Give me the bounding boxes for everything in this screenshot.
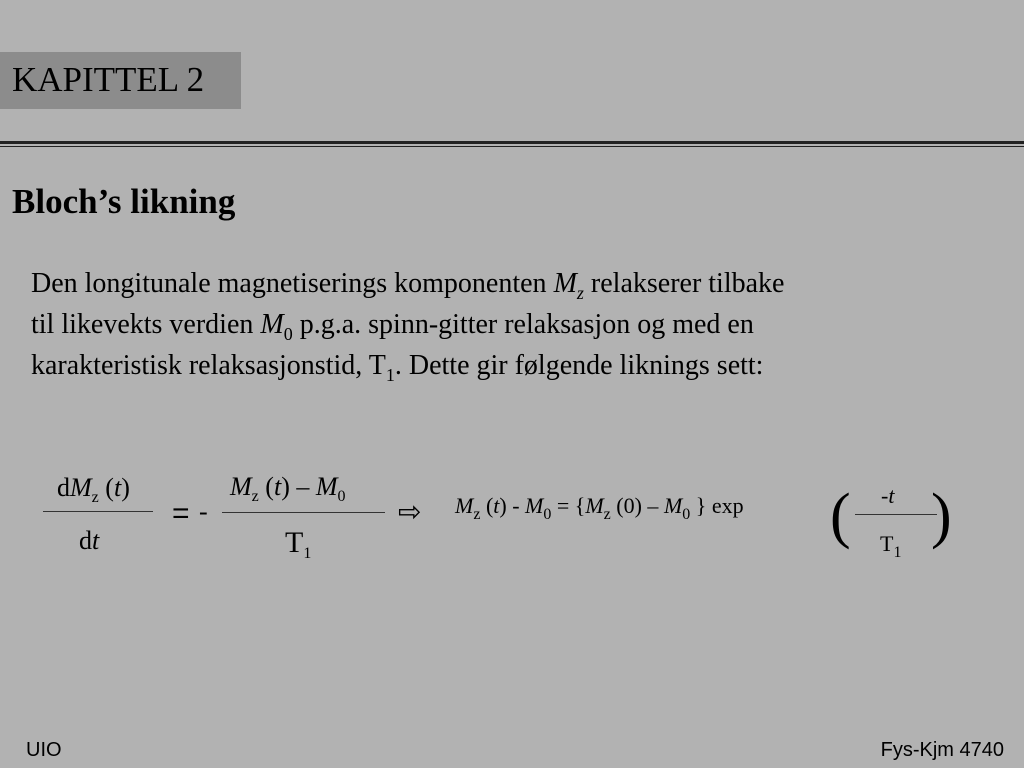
paragraph-text: karakteristisk relaksasjonstid, T (31, 350, 386, 381)
eq-text: ( (480, 493, 494, 518)
paragraph-line-1 (31, 268, 784, 302)
eq1-lhs-denominator (79, 526, 99, 556)
subscript-0: 0 (283, 324, 293, 344)
eq2-exp-fraction-bar (855, 514, 937, 515)
footer-right-label: Fys-Kjm 4740 (880, 739, 1004, 761)
eq1-lhs-fraction-bar (43, 511, 153, 512)
paragraph-text: Den longitunale magnetiserings komponenten (31, 268, 554, 299)
eq-text: d (79, 526, 92, 555)
eq-sub: z (91, 489, 99, 506)
var-M: M (553, 268, 577, 299)
paragraph-line-2 (31, 309, 754, 343)
eq-text: ) – (281, 472, 316, 501)
eq-text: } (690, 493, 707, 518)
chapter-label: KAPITTEL 2 (12, 60, 205, 99)
eq-var: M (315, 472, 338, 501)
eq2-main (455, 493, 744, 522)
eq-text: - (881, 483, 889, 508)
eq-text: = { (551, 493, 586, 518)
eq-sub: 1 (893, 544, 902, 561)
eq-var: t (273, 472, 282, 501)
eq-sub: 0 (337, 488, 346, 505)
eq-var: M (70, 473, 92, 502)
eq-text: d (57, 473, 70, 502)
eq-text: ) (121, 473, 130, 502)
eq1-rhs-numerator (230, 472, 346, 506)
implies-arrow-icon: ⇨ (398, 495, 422, 528)
eq-sub: z (603, 506, 611, 523)
eq-var: t (92, 526, 100, 555)
header-divider-thick (0, 141, 1024, 144)
paragraph-line-3 (31, 350, 763, 384)
footer-left-label: UIO (26, 739, 62, 761)
eq-sub: 0 (682, 506, 691, 523)
eq-text: T (285, 526, 304, 559)
var-M: M (260, 309, 284, 340)
eq-var: t (493, 493, 500, 518)
eq-text: ( (258, 472, 274, 501)
eq-var: M (455, 493, 474, 518)
header-divider-thin (0, 146, 1024, 147)
eq-sub: 1 (303, 545, 312, 562)
eq-text: T (880, 531, 894, 556)
eq-var: M (585, 493, 604, 518)
eq2-exp-denominator (880, 531, 901, 560)
eq1-equals: = (172, 497, 190, 530)
eq-text: (0) – (610, 493, 664, 518)
paragraph-text: relakserer tilbake (583, 268, 785, 299)
eq-var: M (230, 472, 252, 501)
eq-sub: 0 (543, 506, 552, 523)
eq2-right-paren: ) (931, 482, 952, 550)
eq1-rhs-fraction-bar (222, 512, 385, 513)
eq-var: M (525, 493, 544, 518)
eq1-rhs-denominator (285, 526, 311, 565)
eq-text: ( (98, 473, 114, 502)
eq-var: M (663, 493, 683, 518)
paragraph-text: til likevekts verdien (31, 309, 261, 340)
eq1-minus: - (199, 497, 208, 526)
eq-sub: z (251, 488, 259, 505)
subscript-1: 1 (385, 365, 395, 385)
paragraph-text: p.g.a. spinn-gitter relaksasjon og med en (292, 309, 754, 340)
eq-text: ) - (499, 493, 526, 518)
slide-heading: Bloch’s likning (12, 182, 236, 221)
eq2-left-paren: ( (830, 482, 851, 550)
eq-text: exp (706, 493, 744, 518)
eq-var: t (888, 483, 895, 508)
eq2-exp-numerator (881, 483, 894, 509)
eq-var: t (113, 473, 122, 502)
paragraph-text: . Dette gir følgende liknings sett: (394, 350, 764, 381)
eq1-lhs-numerator (57, 473, 130, 507)
eq-sub: z (473, 506, 481, 523)
subscript-z: z (576, 283, 584, 303)
